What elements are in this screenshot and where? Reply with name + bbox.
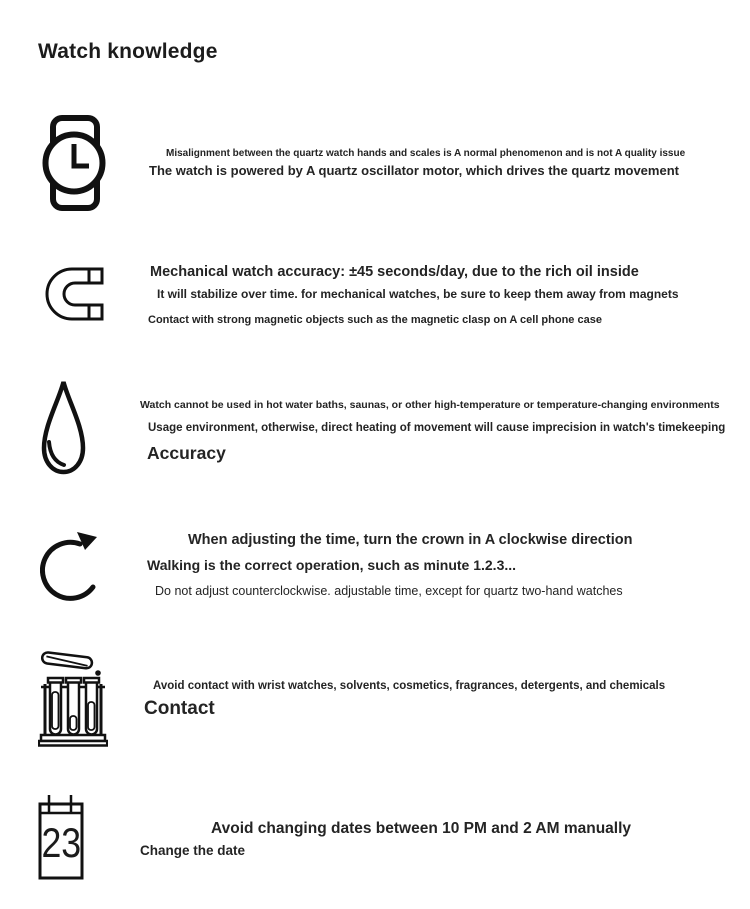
page-title: Watch knowledge [38, 40, 218, 63]
contact-headline: Contact [144, 698, 215, 719]
temperature-sub-line: Usage environment, otherwise, direct heating of movement will cause imprecision in watch's timekeeping [148, 422, 726, 434]
accuracy-headline: Accuracy [147, 443, 226, 463]
crown-headline: When adjusting the time, turn the crown in A clockwise direction [188, 532, 633, 548]
magnet-sub-line: It will stabilize over time. for mechanical watches, be sure to keep them away from magnets [157, 287, 679, 301]
crown-note-line: Do not adjust counterclockwise. adjustable time, except for quartz two-hand watches [155, 584, 623, 598]
date-headline: Avoid changing dates between 10 PM and 2 AM manually [211, 820, 632, 837]
temperature-note-line: Watch cannot be used in hot water baths, saunas, or other high-temperature or temperature-changing environments [140, 399, 720, 411]
calendar-day-number: 23 [41, 819, 82, 866]
magnet-headline: Mechanical watch accuracy: ±45 seconds/day, due to the rich oil inside [150, 264, 639, 280]
magnet-icon [42, 266, 105, 322]
chemicals-sub-line: Avoid contact with wrist watches, solvents, cosmetics, fragrances, detergents, and chemicals [153, 680, 666, 692]
quartz-note-line: Misalignment between the quartz watch hands and scales is A normal phenomenon and is not A quality issue [166, 148, 686, 159]
clockwise-arrow-icon [40, 527, 106, 605]
quartz-main-line: The watch is powered by A quartz oscillator motor, which drives the quartz movement [149, 163, 679, 178]
water-drop-icon [40, 378, 87, 478]
magnet-note-line: Contact with strong magnetic objects such as the magnetic clasp on A cell phone case [148, 314, 602, 326]
date-sub-line: Change the date [140, 843, 246, 858]
test-tubes-icon [38, 645, 108, 748]
crown-sub-line: Walking is the correct operation, such as minute 1.2.3... [147, 557, 517, 573]
wristwatch-icon [42, 115, 106, 211]
